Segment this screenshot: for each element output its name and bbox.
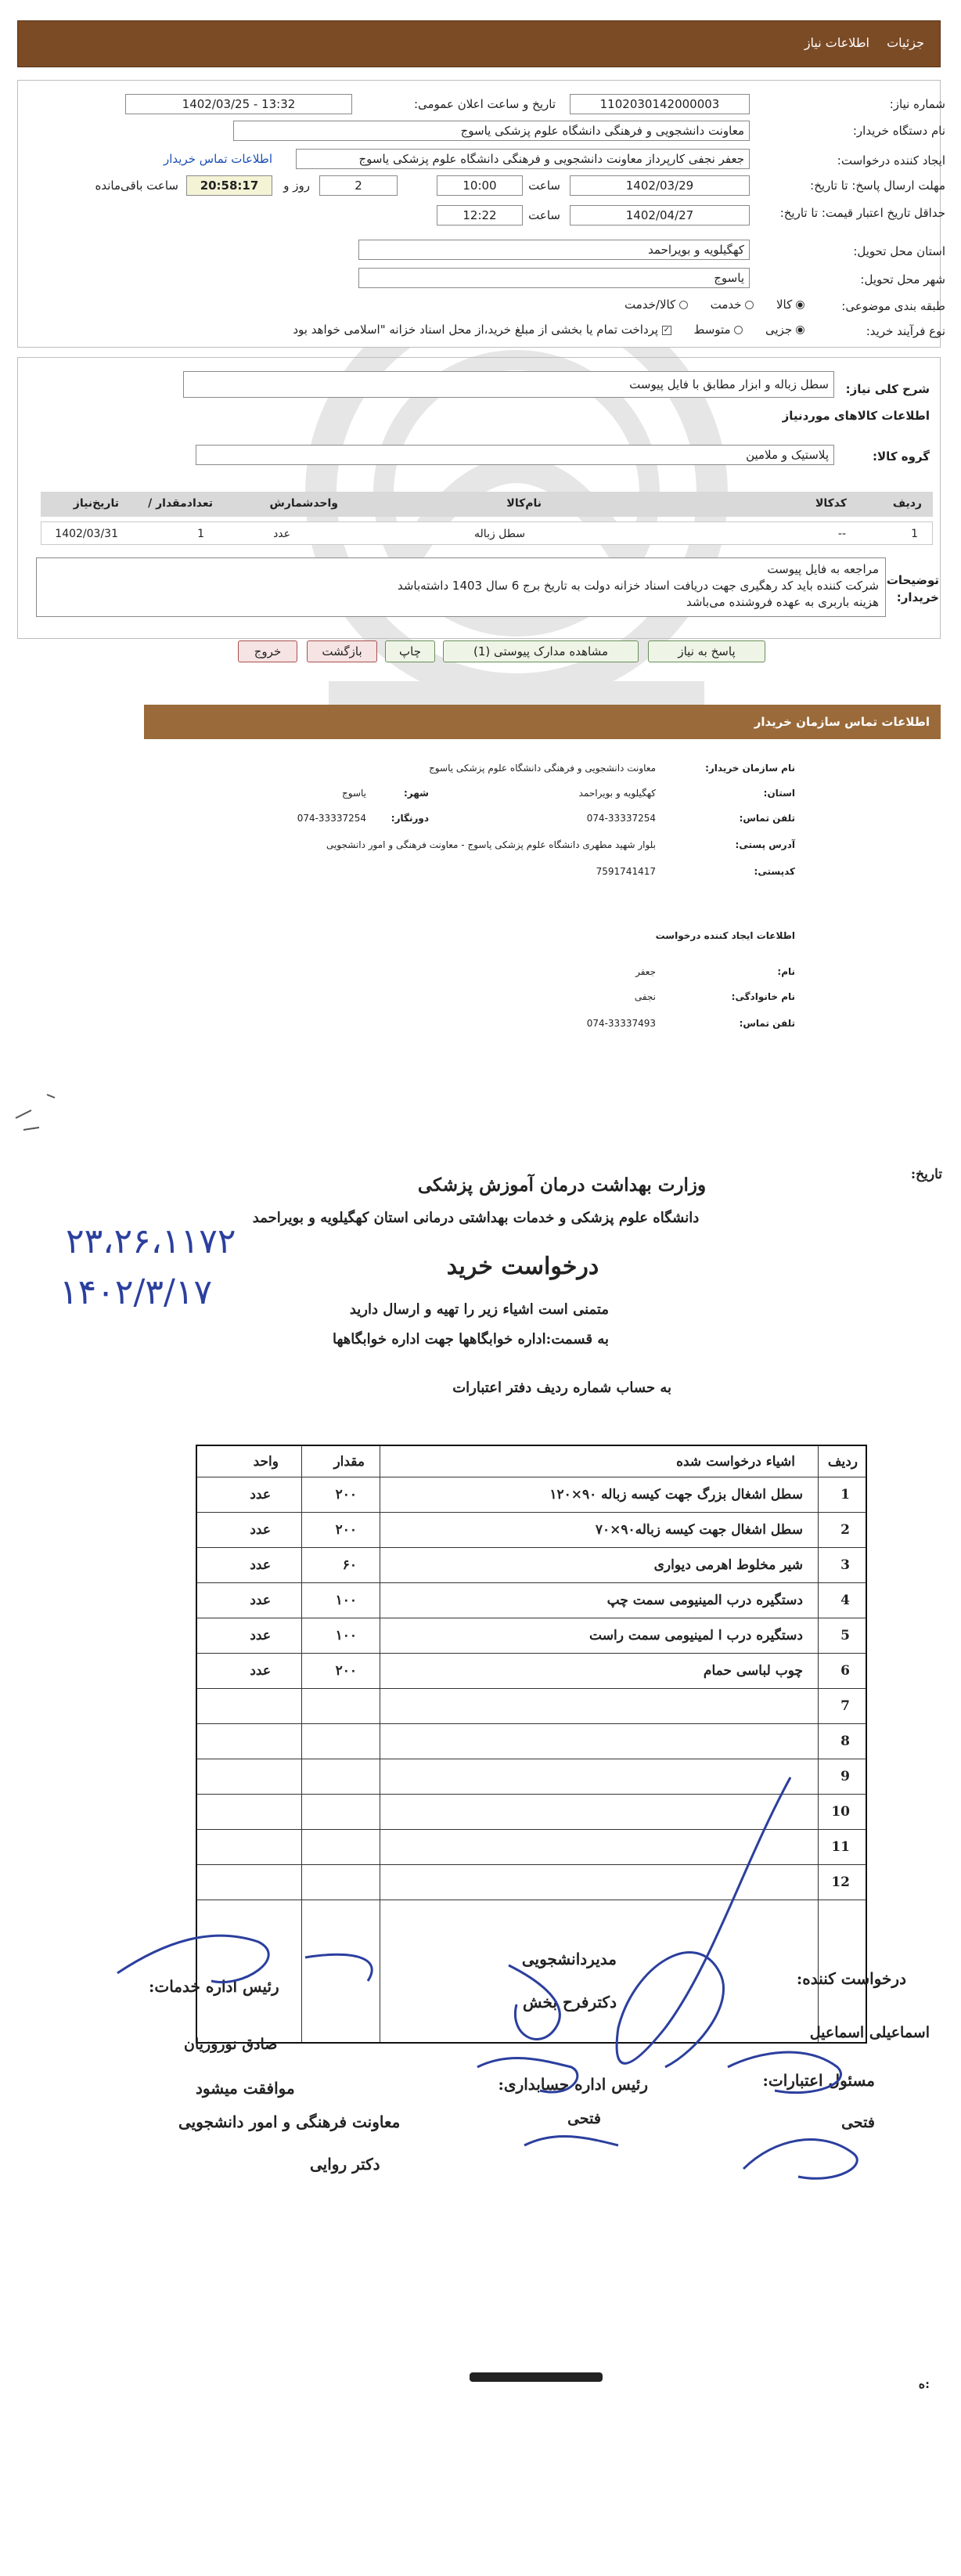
org-value: معاونت دانشجویی و فرهنگی دانشگاه علوم پزشکی یاسوج [429, 763, 656, 774]
rt-cell-unit: عدد [250, 1522, 271, 1538]
desc-line-1: مراجعه به فایل پیوست [767, 562, 879, 576]
cell-name: سطل زباله [474, 528, 525, 540]
category-service-radio[interactable] [745, 301, 754, 309]
attachments-button[interactable]: مشاهده مدارک پیوستی (1) [443, 640, 639, 662]
rt-cell-item: دستگیره درب المینیومی سمت چپ [606, 1593, 803, 1608]
fax-value: 074-33337254 [297, 813, 366, 824]
table-row [197, 1548, 866, 1583]
buyer-desc-box [36, 557, 886, 617]
process-minor-label: جزیی [765, 323, 793, 337]
requester-name: اسماعیلی اسماعیل [809, 2024, 930, 2041]
creator-field: جعفر نجفی کارپرداز معاونت دانشجویی و فرهنگی دانشگاه علوم پزشکی یاسوج [296, 149, 750, 169]
payment-checkbox[interactable]: ✓ [663, 325, 671, 334]
validity-time-label: ساعت [528, 208, 560, 222]
rt-cell-unit: عدد [250, 1628, 271, 1643]
days-remaining-field: 2 [319, 175, 398, 196]
table-row [197, 1689, 866, 1724]
creator-info-heading: اطلاعات ایجاد کننده درخواست [655, 930, 795, 941]
approved-text: موافقت میشود [196, 2079, 295, 2098]
col-qty: تعدادمقدار / [148, 497, 213, 510]
rt-head-qty: مقدار [333, 1454, 365, 1470]
print-button[interactable]: چاپ [385, 640, 435, 662]
handwritten-date: ۱۴۰۲/۳/۱۷ [59, 1272, 213, 1312]
creator-phone-label: تلفن تماس: [739, 1018, 795, 1029]
requester-label: درخواست کننده: [796, 1969, 906, 1988]
cell-date: 1402/03/31 [55, 528, 118, 540]
rt-cell-unit: عدد [250, 1663, 271, 1679]
group-label: گروه کالا: [873, 449, 930, 464]
category-both-radio[interactable] [679, 301, 688, 309]
buyer-desc-label: توضیحات خریدار: [886, 573, 939, 604]
rt-cell-unit: عدد [250, 1487, 271, 1503]
creator-family-label: نام خانوادگی: [731, 991, 795, 1002]
rt-cell-row: 7 [840, 1698, 850, 1714]
back-button[interactable]: بازگشت [307, 640, 377, 662]
cell-unit: عدد [273, 528, 290, 540]
table-row [197, 1830, 866, 1865]
university-title: دانشگاه علوم پزشکی و خدمات بهداشتی درمانی استان کهگیلویه و بویراحمد [252, 1210, 700, 1226]
rt-cell-row: 9 [840, 1769, 850, 1784]
rt-cell-row: 11 [831, 1839, 850, 1855]
table-row [197, 1795, 866, 1830]
category-service-label: خدمت [710, 298, 742, 312]
postal-label: کدپستی: [754, 866, 795, 877]
table-row [197, 1618, 866, 1654]
letter-line-1: متمنی است اشیاء زیر را تهیه و ارسال دارید [349, 1301, 609, 1318]
table-row [197, 1759, 866, 1795]
rt-cell-qty: ۲۰۰ [335, 1663, 357, 1679]
buyer-field: معاونت دانشجویی و فرهنگی دانشگاه علوم پزشکی یاسوج [233, 121, 750, 141]
city-field: یاسوج [358, 268, 750, 288]
table-row [197, 1477, 866, 1513]
deputy-name: دکتر روایی [310, 2155, 380, 2174]
group-field: پلاستیک و ملامین [196, 445, 834, 465]
postal-value: 7591741417 [596, 866, 656, 877]
process-label: نوع فرآیند خرید: [866, 324, 945, 338]
org-label: نام سازمان خریدار: [705, 763, 795, 774]
deadline-time-label: ساعت [528, 179, 560, 193]
validity-time-field: 12:22 [437, 205, 523, 225]
manager-label: مدیردانشجویی [521, 1950, 617, 1968]
rt-cell-row: 10 [831, 1804, 850, 1820]
rt-cell-qty: ۲۰۰ [335, 1487, 357, 1503]
cell-qty: 1 [197, 528, 204, 540]
payment-note: پرداخت تمام یا بخشی از مبلغ خرید،از محل اسناد خزانه "اسلامی خواهد بود [293, 323, 659, 337]
address-label: آدرس پستی: [735, 839, 795, 850]
contact-province-value: کهگیلویه و بویراحمد [578, 788, 656, 799]
creator-label: ایجاد کننده درخواست: [837, 153, 945, 168]
letter-date-label: تاریخ: [910, 1167, 942, 1182]
rt-cell-row: 6 [840, 1663, 850, 1679]
cell-row: 1 [911, 528, 918, 540]
rt-cell-item: دستگیره درب ا لمینیومی سمت راست [589, 1628, 803, 1643]
goods-heading: اطلاعات کالاهای موردنیاز [782, 409, 930, 423]
table-row [197, 1513, 866, 1548]
handwritten-number: ۲۳،۲۶،۱۱۷۲ [66, 1221, 236, 1261]
rt-cell-item: سطل اشغال جهت کیسه زباله۹۰×۷۰ [595, 1522, 803, 1538]
address-value: بلوار شهید مطهری دانشگاه علوم پزشکی یاسوج - معاونت فرهنگی و امور دانشجویی [326, 839, 656, 850]
rt-cell-qty: ۶۰ [342, 1557, 357, 1573]
creator-name-value: جعفر [635, 966, 656, 977]
rt-cell-qty: ۲۰۰ [335, 1522, 357, 1538]
table-row [197, 1865, 866, 1900]
need-number-label: شماره نیاز: [889, 97, 945, 111]
creator-family-value: نجفی [634, 991, 656, 1002]
contact-city-label: شهر: [404, 788, 429, 799]
table-row[interactable] [41, 521, 933, 545]
letter-footer-label: :ه [918, 2376, 930, 2391]
col-row: ردیف [892, 497, 922, 510]
rt-cell-item: شیر مخلوط اهرمی دیواری [653, 1557, 803, 1573]
tab-need-info[interactable]: اطلاعات نیاز [804, 35, 869, 50]
validity-label: حداقل تاریخ اعتبار قیمت: تا تاریخ: [779, 206, 945, 220]
table-row [197, 1654, 866, 1689]
city-label: شهر محل تحویل: [860, 272, 945, 287]
contact-province-label: استان: [763, 788, 795, 799]
reply-button[interactable]: پاسخ به نیاز [648, 640, 765, 662]
rt-cell-row: 4 [840, 1593, 850, 1608]
letter-title: درخواست خرید [446, 1253, 599, 1280]
rt-cell-row: 2 [840, 1522, 850, 1538]
rt-cell-row: 12 [831, 1874, 850, 1890]
deadline-date-field: 1402/03/29 [570, 175, 750, 196]
cell-code: -- [837, 528, 846, 540]
contact-city-value: یاسوج [342, 788, 366, 799]
announce-label: تاریخ و ساعت اعلان عمومی: [413, 97, 556, 111]
rt-cell-unit: عدد [250, 1557, 271, 1573]
scan-mark-icon [8, 1087, 70, 1142]
rt-cell-row: 1 [840, 1487, 850, 1503]
phone-value: 074-33337254 [586, 813, 656, 824]
services-name: صادق نوروزیان [184, 2036, 278, 2053]
rt-cell-row: 8 [840, 1734, 850, 1749]
summary-field: سطل زباله و ابزار مطابق با فایل پیوست [183, 371, 834, 398]
rt-cell-row: 5 [840, 1628, 850, 1643]
finance-name: فتحی [841, 2114, 875, 2131]
deputy-text: معاونت فرهنگی و امور دانشجویی [178, 2112, 401, 2131]
manager-name: دکترفرح بخش [523, 1993, 617, 2011]
rt-cell-unit: عدد [250, 1593, 271, 1608]
contact-header: اطلاعات تماس سازمان خریدار [144, 705, 941, 739]
ministry-title: وزارت بهداشت درمان آموزش پزشکی [417, 1174, 707, 1196]
process-minor-radio[interactable] [796, 326, 804, 334]
finance-label: مسئول اعتبارات: [762, 2071, 875, 2090]
deadline-time-field: 10:00 [437, 175, 523, 196]
rt-divider [301, 1446, 302, 2042]
category-goods-label: کالا [776, 298, 793, 312]
phone-label: تلفن تماس: [739, 813, 795, 824]
days-label: روز و [283, 179, 310, 193]
top-tab-bar [17, 20, 941, 67]
process-medium-label: متوسط [693, 323, 731, 337]
rt-cell-item: چوب لباسی حمام [703, 1663, 803, 1679]
fax-label: دورنگار: [391, 813, 429, 824]
col-date: تاریخ‌نیاز [73, 497, 119, 510]
need-number-field: 1102030142000003 [570, 94, 750, 114]
process-medium-radio[interactable] [734, 326, 743, 334]
remaining-time-field: 20:58:17 [186, 175, 272, 196]
rt-cell-qty: ۱۰۰ [335, 1593, 357, 1608]
request-table-header [197, 1446, 866, 1477]
desc-line-3: هزینه باربری به عهده فروشنده می‌باشد [686, 595, 879, 609]
accounting-label: رئیس اداره حسابداری: [498, 2075, 648, 2094]
table-row [197, 1724, 866, 1759]
footer-redaction-bar [470, 2372, 603, 2382]
rt-cell-qty: ۱۰۰ [335, 1628, 357, 1643]
rt-cell-item: سطل اشغال بزرگ جهت کیسه زباله ۹۰×۱۲۰ [549, 1487, 803, 1503]
letter-line-2: به قسمت:اداره خوابگاهها جهت اداره خوابگاهها [332, 1331, 609, 1348]
summary-label: شرح کلی نیاز: [845, 382, 930, 396]
col-name: نام‌کالا [506, 497, 542, 510]
buyer-contact-link[interactable]: اطلاعات تماس خریدار [164, 152, 272, 166]
validity-date-field: 1402/04/27 [570, 205, 750, 225]
tab-details[interactable]: جزئیات [887, 35, 924, 50]
creator-name-label: نام: [777, 966, 795, 977]
desc-line-2: شرکت کننده باید کد رهگیری جهت دریافت اسناد خزانه دولت به تاریخ برج 6 سال 1403 داشته‌باشد [397, 579, 879, 593]
col-code: کدکالا [815, 497, 847, 510]
services-label: رئیس اداره خدمات: [149, 1977, 279, 1996]
rt-head-unit: واحد [253, 1454, 279, 1470]
province-field: کهگیلویه و بویراحمد [358, 240, 750, 260]
category-radio-group [624, 298, 804, 312]
category-both-label: کالا/خدمت [624, 298, 676, 312]
exit-button[interactable]: خروج [238, 640, 297, 662]
buyer-label: نام دستگاه خریدار: [852, 124, 945, 138]
announce-field: 1402/03/25 - 13:32 [125, 94, 352, 114]
letter-line-3: به حساب شماره ردیف دفتر اعتبارات [452, 1380, 671, 1396]
category-goods-radio[interactable] [796, 301, 804, 309]
process-radio-group [293, 323, 804, 337]
items-grid-header [41, 492, 933, 517]
rt-cell-row: 3 [840, 1557, 850, 1573]
remaining-label: ساعت باقی‌مانده [95, 179, 178, 193]
accounting-name: فتحی [567, 2110, 601, 2127]
rt-divider [818, 1446, 819, 2042]
category-label: طبقه بندی موضوعی: [841, 299, 945, 313]
col-unit: واحدشمارش [269, 497, 338, 510]
province-label: استان محل تحویل: [853, 244, 945, 258]
table-row [197, 1583, 866, 1618]
deadline-label: مهلت ارسال پاسخ: تا تاریخ: [810, 179, 945, 193]
rt-head-item: اشیاء درخواست شده [676, 1454, 795, 1470]
rt-head-row: ردیف [827, 1454, 858, 1470]
creator-phone-value: 074-33337493 [586, 1018, 656, 1029]
